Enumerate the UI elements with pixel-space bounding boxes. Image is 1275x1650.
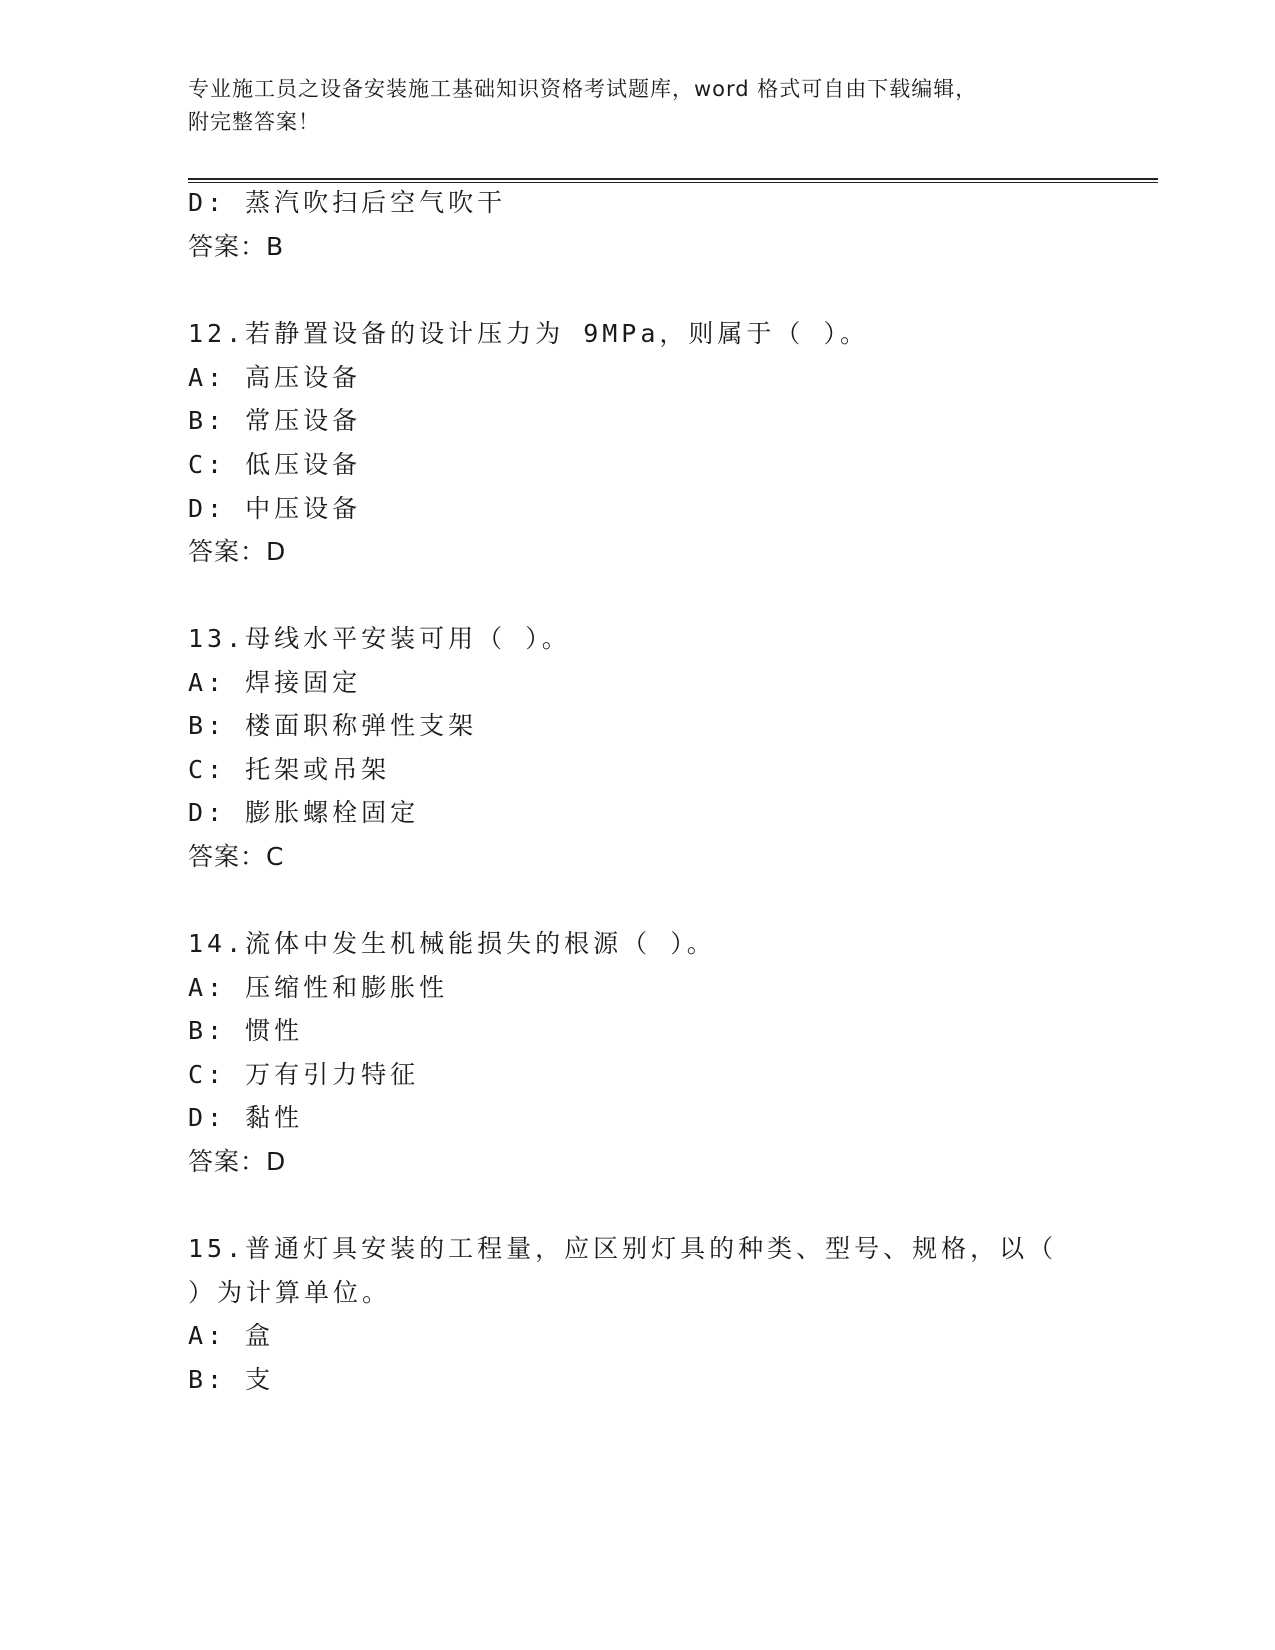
q14-option-c: C: 万有引力特征	[188, 1060, 420, 1089]
q12-option-c: C: 低压设备	[188, 450, 362, 479]
document-header	[188, 73, 1088, 139]
q13-option-c: C: 托架或吊架	[188, 755, 391, 784]
q15-option-b: B: 支	[188, 1365, 275, 1394]
q13-option-d: D: 膨胀螺栓固定	[188, 798, 420, 827]
prev-answer: 答案：B	[188, 232, 285, 261]
header-line-1: 专业施工员之设备安装施工基础知识资格考试题库，word 格式可自由下载编辑，	[188, 77, 978, 101]
q12-option-b: B: 常压设备	[188, 406, 362, 435]
q12-option-d: D: 中压设备	[188, 494, 362, 523]
q14-option-d: D: 黏性	[188, 1103, 304, 1132]
header-line-2: 附完整答案！	[188, 110, 320, 134]
q13-option-a: A: 焊接固定	[188, 668, 362, 697]
prev-option-d: D: 蒸汽吹扫后空气吹干	[188, 188, 507, 217]
q12-option-a: A: 高压设备	[188, 363, 362, 392]
q13-stem: 13.母线水平安装可用（ ）。	[188, 624, 571, 653]
q13-answer: 答案：C	[188, 842, 285, 871]
header-rule-thick	[188, 178, 1158, 180]
q13-option-b: B: 楼面职称弹性支架	[188, 711, 478, 740]
q14-option-a: A: 压缩性和膨胀性	[188, 973, 449, 1002]
q14-answer: 答案：D	[188, 1147, 287, 1176]
q12-stem: 12.若静置设备的设计压力为 9MPa，则属于（ ）。	[188, 319, 869, 348]
q14-stem: 14.流体中发生机械能损失的根源（ ）。	[188, 929, 716, 958]
q15-option-a: A: 盒	[188, 1321, 275, 1350]
q14-option-b: B: 惯性	[188, 1016, 304, 1045]
q12-answer: 答案：D	[188, 537, 287, 566]
header-rule-thin	[188, 182, 1158, 183]
q15-stem-line-1: 15.普通灯具安装的工程量，应区别灯具的种类、型号、规格，以（	[188, 1234, 1058, 1263]
q15-stem-line-2: ）为计算单位。	[188, 1278, 392, 1307]
